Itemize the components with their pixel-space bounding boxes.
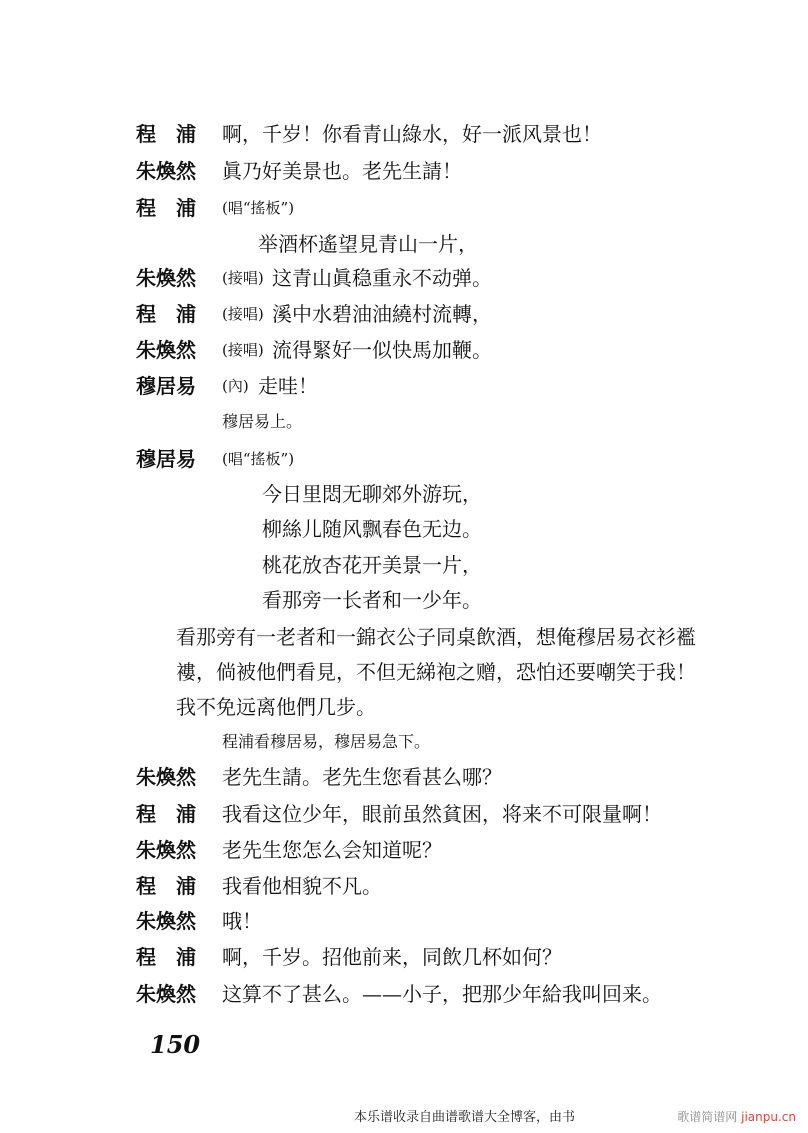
speaker-name: 程 浦	[136, 196, 196, 220]
dialogue-text: 走哇！	[258, 374, 318, 398]
dialogue-text: 流得緊好一似快馬加鞭。	[272, 338, 492, 362]
verse-line: 今日里悶无聊郊外游玩，	[262, 482, 482, 506]
dialogue-text: 啊，千岁！你看青山綠水，好一派风景也！	[222, 122, 602, 146]
stage-note: (接唱)	[222, 305, 264, 323]
speaker-name: 朱煥然	[136, 266, 196, 290]
dialogue-text: 我看这位少年，眼前虽然貧困，将来不可限量啊！	[222, 802, 662, 826]
stage-note: (內)	[222, 377, 249, 395]
dialogue-text: 啊，千岁。招他前来，同飲几杯如何？	[222, 945, 562, 969]
dialogue-text: 哦！	[222, 909, 262, 933]
dialogue-text: 这算不了甚么。——小子，把那少年給我叫回来。	[222, 982, 662, 1006]
speaker-name: 朱煥然	[136, 338, 196, 362]
verse-line: 柳絲儿随风飘春色无边。	[262, 517, 482, 541]
verse-line: 桃花放杏花开美景一片，	[262, 553, 482, 577]
dialogue-text: 溪中水碧油油繞村流轉，	[272, 302, 492, 326]
prose-line: 我不免远离他們几步。	[176, 695, 376, 719]
prose-line: 褸，倘被他們看見，不但无綈袍之赠，恐怕还要嘲笑于我！	[176, 660, 696, 684]
dialogue-text: 我看他相貌不凡。	[222, 874, 382, 898]
prose-line: 看那旁有一老者和一錦衣公子同桌飲酒，想俺穆居易衣衫襤	[176, 625, 696, 649]
verse-line: 举酒杯遙望見青山一片，	[258, 232, 478, 256]
speaker-name: 朱煥然	[136, 159, 196, 183]
dialogue-text: 眞乃好美景也。老先生請！	[222, 159, 462, 183]
stage-note: (唱“搖板”)	[222, 199, 295, 217]
footer-note: 本乐谱收录自曲谱歌谱大全博客，由书	[354, 1110, 576, 1125]
speaker-name: 朱煥然	[136, 838, 196, 862]
speaker-name: 程 浦	[136, 945, 196, 969]
stage-note: (接唱)	[222, 269, 264, 287]
speaker-name: 程 浦	[136, 874, 196, 898]
dialogue-text: 这青山眞稳重永不动弹。	[272, 266, 492, 290]
stage-note: (唱“搖板”)	[222, 450, 295, 468]
speaker-name: 程 浦	[136, 302, 196, 326]
dialogue-text: 老先生您怎么会知道呢？	[222, 838, 442, 862]
speaker-name: 穆居易	[136, 447, 196, 471]
speaker-name: 程 浦	[136, 122, 196, 146]
site-watermark	[677, 1108, 796, 1125]
page-number: 150	[150, 1030, 201, 1059]
dialogue-text: 老先生請。老先生您看甚么哪？	[222, 765, 502, 789]
speaker-name: 朱煥然	[136, 765, 196, 789]
watermark-site: 歌谱简谱网	[677, 1110, 738, 1124]
stage-direction: 程浦看穆居易，穆居易急下。	[222, 732, 431, 751]
speaker-name: 穆居易	[136, 374, 196, 398]
verse-line: 看那旁一长者和一少年。	[262, 588, 482, 612]
speaker-name: 朱煥然	[136, 982, 196, 1006]
speaker-name: 朱煥然	[136, 909, 196, 933]
stage-direction: 穆居易上。	[222, 412, 303, 431]
stage-note: (接唱)	[222, 341, 264, 359]
speaker-name: 程 浦	[136, 802, 196, 826]
watermark-url: jianpu.cn	[741, 1110, 796, 1124]
